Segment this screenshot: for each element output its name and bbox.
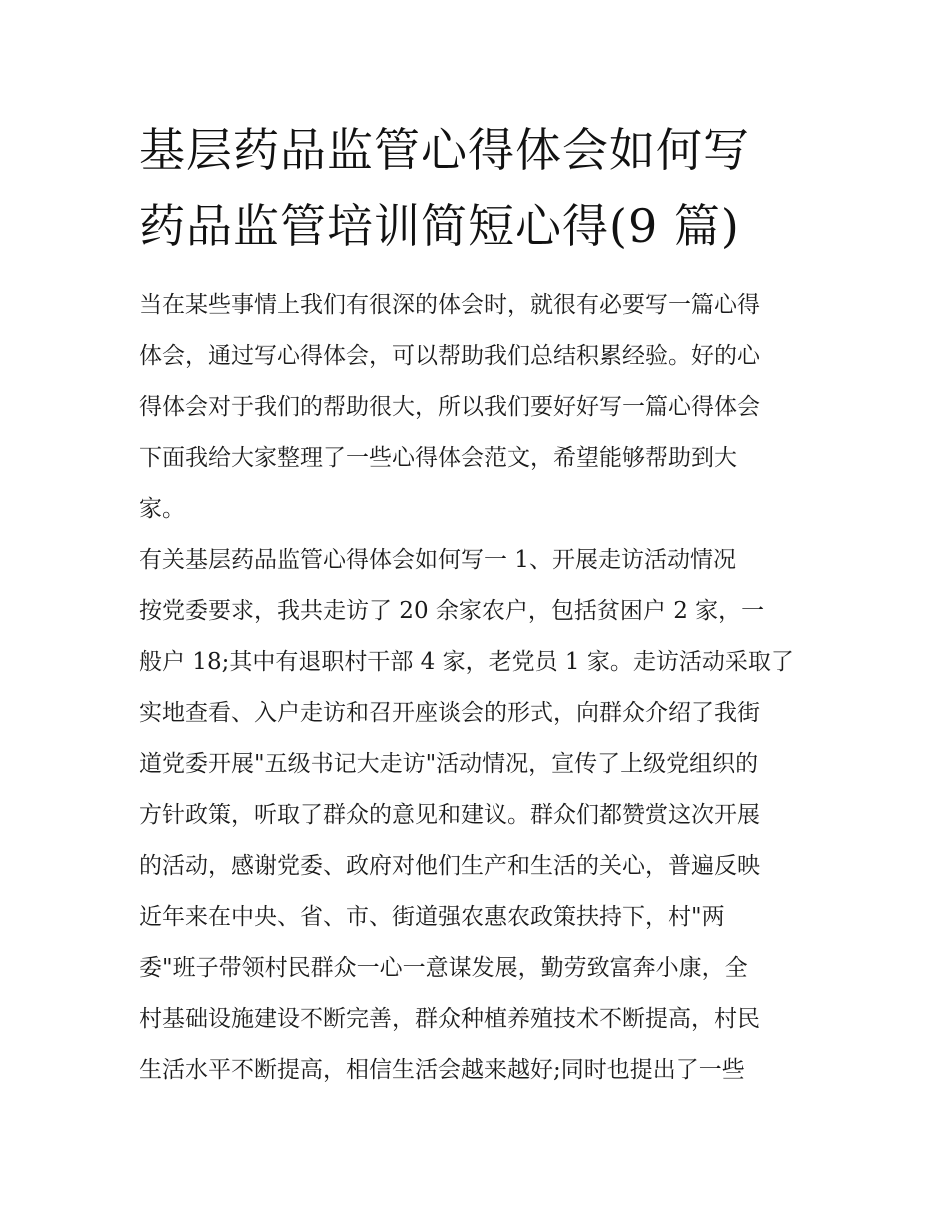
body-line: 生活水平不断提高，相信生活会越来越好;同时也提出了一些 xyxy=(139,1057,745,1083)
body-line: 实地查看、入户走访和召开座谈会的形式，向群众介绍了我街 xyxy=(139,700,760,726)
body-line: 当在某些事情上我们有很深的体会时，就很有必要写一篇心得 xyxy=(139,292,760,318)
body-line: 按党委要求，我共走访了 20 余家农户，包括贫困户 2 家，一 xyxy=(139,598,765,624)
body-line: 道党委开展"五级书记大走访"活动情况，宣传了上级党组织的 xyxy=(139,751,759,777)
body-line: 体会，通过写心得体会，可以帮助我们总结积累经验。好的心 xyxy=(139,343,760,369)
body-line: 近年来在中央、省、市、街道强农惠农政策扶持下，村"两 xyxy=(139,904,725,930)
body-line: 方针政策，听取了群众的意见和建议。群众们都赞赏这次开展 xyxy=(139,802,760,828)
body-line: 般户 18;其中有退职村干部 4 家，老党员 1 家。走访活动采取了 xyxy=(139,649,794,675)
body-line: 村基础设施建设不断完善，群众种植养殖技术不断提高，村民 xyxy=(139,1006,760,1032)
body-line: 的活动，感谢党委、政府对他们生产和生活的关心，普遍反映 xyxy=(139,853,760,879)
title-line-1: 基层药品监管心得体会如何写 xyxy=(139,123,750,177)
body-line: 下面我给大家整理了一些心得体会范文，希望能够帮助到大 xyxy=(139,445,737,471)
title-line-2: 药品监管培训简短心得(9 篇) xyxy=(139,199,740,253)
body-line: 委"班子带领村民群众一心一意谋发展，勤劳致富奔小康，全 xyxy=(139,955,748,981)
body-line: 有关基层药品监管心得体会如何写一 1、开展走访活动情况 xyxy=(139,547,736,573)
body-line: 家。 xyxy=(139,496,185,522)
document-title xyxy=(139,112,839,264)
document-body xyxy=(139,280,829,1096)
body-line: 得体会对于我们的帮助很大，所以我们要好好写一篇心得体会 xyxy=(139,394,760,420)
